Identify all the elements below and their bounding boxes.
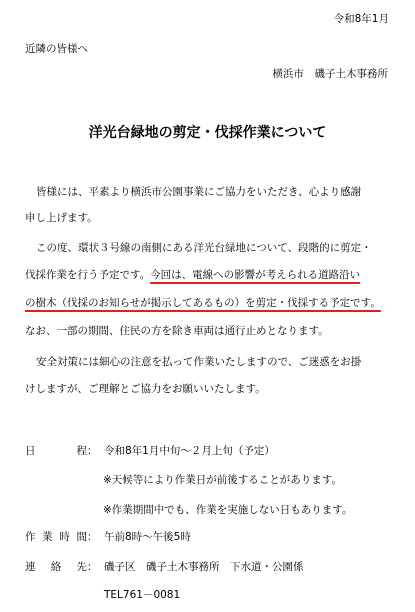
schedule-note-weather: ※天候等により作業日が前後することがあります。 [103, 474, 342, 486]
paragraph-2-line-2 [25, 270, 393, 281]
schedule-note-no-work-days: ※作業期間中でも、作業を実施しない日もあります。 [103, 504, 353, 516]
sender-name: 横浜市 磯子土木事務所 [272, 68, 388, 80]
highlighted-notice-text-continued: の樹木（伐採のお知らせが掲示してあるもの）を剪定・伐採する予定です。 [25, 297, 381, 309]
paragraph-3-line-1: 安全対策には細心の注意を払って作業いたしますので、ご迷惑をお掛 [36, 356, 362, 368]
contact-phone: TEL761－0081 [104, 589, 181, 601]
contact-colon: ： [87, 561, 98, 573]
work-hours-colon: ： [87, 531, 98, 543]
paragraph-2-line-4: なお、一部の期間、住民の方を除き車両は通行止めとなります。 [25, 325, 329, 337]
document-date: 令和8年1月 [333, 13, 389, 25]
paragraph-2-line-1: この度、環状３号線の南側にある洋光台緑地について、段階的に剪定・ [36, 242, 372, 254]
paragraph-3-line-2: けしますが、ご理解とご協力をお願いいたします。 [25, 383, 266, 395]
paragraph-2-line-3 [25, 298, 393, 309]
schedule-colon: ： [87, 445, 98, 457]
document-title: 洋光台緑地の剪定・伐採作業について [88, 125, 327, 141]
schedule-value: 令和8年1月中旬～２月上旬（予定） [104, 445, 275, 457]
contact-office: 磯子区 磯子土木事務所 下水道・公園係 [104, 561, 304, 573]
highlighted-notice-text: 今回は、電線への影響が考えられる道路沿い [150, 269, 361, 281]
contact-label: 連 絡 先 [25, 561, 87, 573]
schedule-label: 日 程 [25, 445, 87, 457]
paragraph-2-plain-text: 伐採作業を行う予定です。 [25, 269, 151, 281]
work-hours-value: 午前8時～午後5時 [104, 531, 191, 543]
paragraph-1-line-1: 皆様には、平素より横浜市公園事業にご協力をいただき、心より感謝 [36, 186, 362, 198]
work-hours-label: 作 業 時 間 [25, 531, 87, 543]
salutation: 近隣の皆様へ [25, 43, 88, 55]
paragraph-1-line-2: 申し上げます。 [25, 212, 98, 224]
